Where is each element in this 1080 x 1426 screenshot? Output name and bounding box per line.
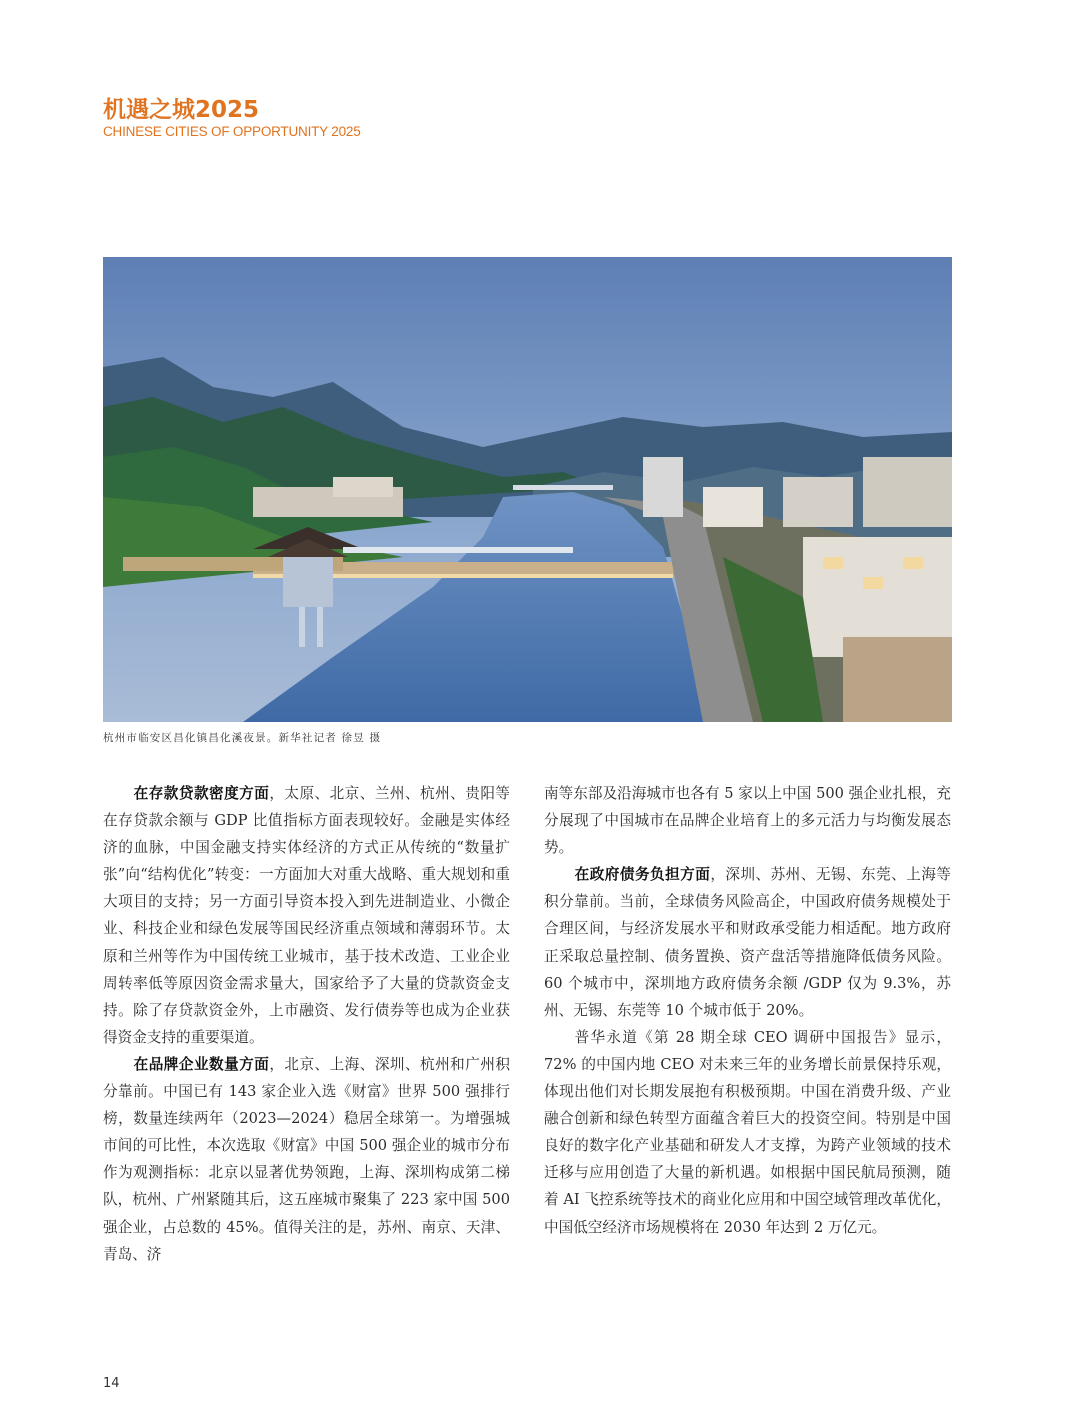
paragraph-government-debt — [544, 861, 951, 1024]
paragraph-brand-enterprise-continued: 南等东部及沿海城市也各有 5 家以上中国 500 强企业扎根，充分展现了中国城市在品牌企业培育上的多元活力与均衡发展态势。 — [544, 785, 951, 857]
paragraph-ceo-survey: 普华永道《第 28 期全球 CEO 调研中国报告》显示，72% 的中国内地 CEO 对未来三年的业务增长前景保持乐观，体现出他们对长期发展抱有积极预期。中国在消费升级、产业融合创新和绿色转型方面蕴含着巨大的投资空间。特别是中国良好的数字化产业基础和研发人才支撑，为跨产业领域的技术迁移与应用创造了大量的新机遇。如根据中国民航局预测，随着 AI 飞控系统等技术的商业化应用和中国空域管理改革优化，中国低空经济市场规模将在 2030 年达到 2 万亿元。 — [544, 1028, 951, 1236]
left-column — [103, 780, 510, 1268]
river-night-photo — [103, 257, 952, 722]
paragraph-body: ，太原、北京、兰州、杭州、贵阳等在存贷款余额与 GDP 比值指标方面表现较好。金融是实体经济的血脉，中国金融支持实体经济的方式正从传统的“数量扩张”向“结构优化”转变：一方面加大对重大战略、重大规划和重大项目的支持；另一方面引导资本投入到先进制造业、小微企业、科技企业和绿色发展等国民经济重点领域和薄弱环节。太原和兰州等作为中国传统工业城市，基于技术改造、工业企业周转率低等原因资金需求量大，国家给予了大量的贷款资金支持。除了存贷款资金外，上市融资、发行债券等也成为企业获得资金支持的重要渠道。 — [103, 785, 510, 1046]
photo-caption: 杭州市临安区昌化镇昌化溪夜景。新华社记者 徐昱 摄 — [103, 732, 382, 744]
page-number: 14 — [103, 1376, 120, 1391]
paragraph-deposit-loan — [103, 780, 510, 1051]
paragraph-body: ，深圳、苏州、无锡、东莞、上海等积分靠前。当前，全球债务风险高企，中国政府债务规模处于合理区间，与经济发展水平和财政承受能力相适配。地方政府正采取总量控制、债务置换、资产盘活等措施降低债务风险。60 个城市中，深圳地方政府债务余额 /GDP 仅为 9.3%，苏州、无锡、东莞等 10 个城市低于 20%。 — [544, 866, 951, 1019]
report-subtitle: CHINESE CITIES OF OPPORTUNITY 2025 — [103, 124, 361, 139]
paragraph-brand-enterprise — [103, 1051, 510, 1268]
paragraph-lead: 在政府债务负担方面 — [574, 866, 711, 884]
right-column — [544, 780, 951, 1241]
paragraph-body: ，北京、上海、深圳、杭州和广州积分靠前。中国已有 143 家企业入选《财富》世界 500 强排行榜，数量连续两年（2023—2024）稳居全球第一。为增强城市间的可比性，本次选取《财富》中国 500 强企业的城市分布作为观测指标：北京以显著优势领跑，上海、深圳构成第二梯队，杭州、广州紧随其后，这五座城市聚集了 223 家中国 500 强企业，占总数的 45%。值得关注的是，苏州、南京、天津、青岛、济 — [103, 1055, 510, 1263]
paragraph-lead: 在存款贷款密度方面 — [133, 785, 270, 802]
paragraph-lead: 在品牌企业数量方面 — [133, 1055, 270, 1073]
photo-illustration — [103, 257, 952, 722]
report-header — [103, 96, 361, 140]
report-title: 机遇之城2025 — [103, 97, 260, 123]
